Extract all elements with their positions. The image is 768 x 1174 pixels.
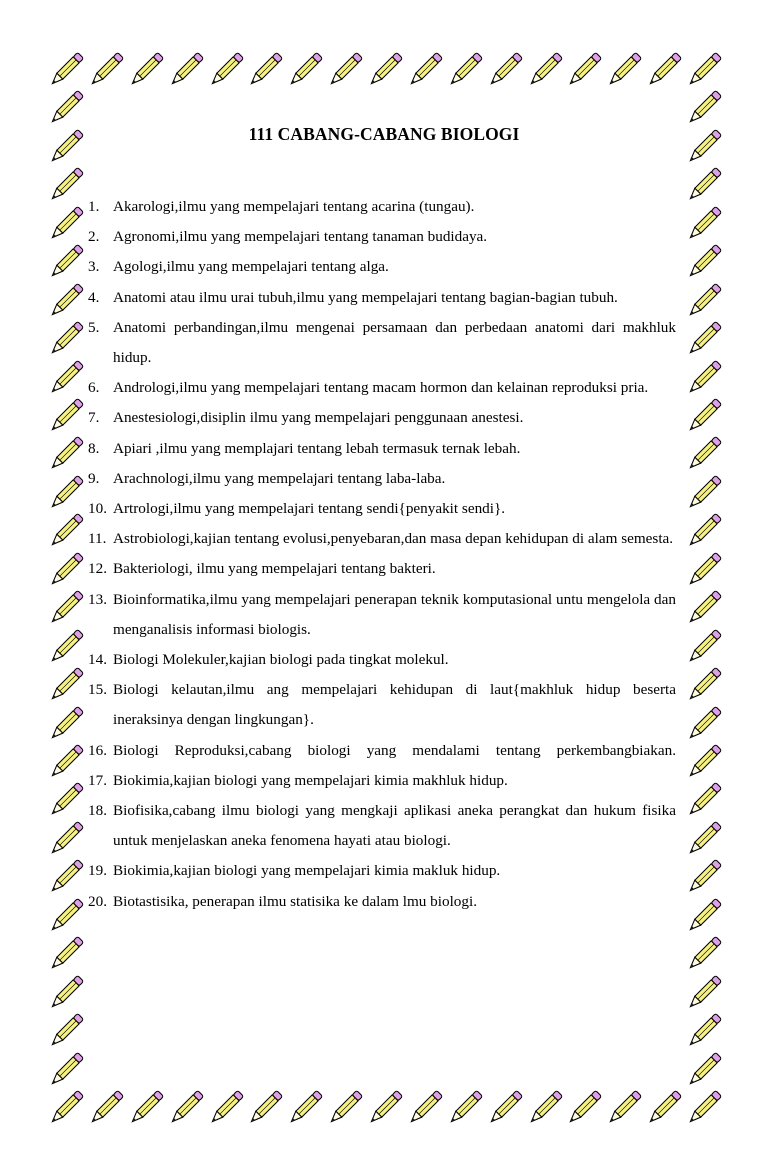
pencil-icon: [403, 1088, 445, 1130]
pencil-icon: [682, 1050, 724, 1092]
item-number: 1.: [88, 198, 100, 215]
pencil-icon: [44, 550, 86, 592]
page-title: 111 CABANG-CABANG BIOLOGI: [248, 124, 520, 144]
pencil-icon: [682, 396, 724, 438]
item-number: 5.: [88, 318, 100, 336]
pencil-icon: [44, 742, 86, 784]
pencil-icon: [283, 50, 325, 92]
list-item: [88, 464, 676, 494]
list-item: [88, 434, 676, 464]
item-number: 8.: [88, 439, 100, 457]
pencil-icon: [403, 50, 445, 92]
pencil-icon: [164, 1088, 206, 1130]
item-text: Bakteriologi, ilmu yang mempelajari tentang bakteri.: [113, 560, 436, 578]
item-text: Apiari ,ilmu yang memplajari tentang lebah termasuk ternak lebah.: [113, 439, 521, 457]
item-number: 7.: [88, 409, 100, 427]
pencil-icon: [443, 50, 485, 92]
pencil-icon: [682, 780, 724, 822]
item-number: 13.: [88, 590, 107, 608]
item-text: Artrologi,ilmu yang mempelajari tentang sendi{penyakit sendi}.: [113, 500, 506, 518]
list-item: [88, 403, 676, 433]
list-item: [88, 373, 676, 403]
biology-branch-list: [88, 192, 676, 917]
pencil-icon: [682, 588, 724, 630]
list-item: [88, 494, 676, 524]
pencil-icon: [44, 319, 86, 361]
pencil-icon: [602, 1088, 644, 1130]
pencil-icon: [682, 704, 724, 746]
pencil-icon: [363, 50, 405, 92]
item-number: 10.: [88, 500, 107, 518]
item-number: 6.: [88, 379, 100, 397]
pencil-icon: [84, 50, 126, 92]
pencil-icon: [44, 896, 86, 938]
item-text: Biofisika,cabang ilmu biologi yang mengkaji aplikasi aneka perangkat dan hukum fisika untuk menjelaskan aneka fenomena hayati atau biologi.: [113, 802, 676, 850]
pencil-icon: [84, 1088, 126, 1130]
item-number: 20.: [88, 892, 107, 910]
pencil-icon: [44, 627, 86, 669]
item-text: Biokimia,kajian biologi yang mempelajari kimia makluk hidup.: [113, 862, 501, 880]
list-item: [88, 554, 676, 584]
pencil-icon: [44, 473, 86, 515]
item-text: Agologi,ilmu yang mempelajari tentang alga.: [113, 258, 389, 276]
pencil-icon: [443, 1088, 485, 1130]
list-item: [88, 313, 676, 373]
item-text: Biokimia,kajian biologi yang mempelajari kimia makhluk hidup.: [113, 771, 508, 789]
pencil-icon: [682, 511, 724, 553]
item-text: Biologi Reproduksi,cabang biologi yang mendalami tentang perkembangbiakan.: [113, 741, 676, 759]
item-number: 11.: [88, 530, 107, 548]
pencil-icon: [682, 1011, 724, 1053]
pencil-icon: [204, 50, 246, 92]
pencil-icon: [44, 281, 86, 323]
pencil-icon: [44, 588, 86, 630]
pencil-icon: [44, 204, 86, 246]
list-item: [88, 585, 676, 645]
list-item: [88, 736, 676, 766]
pencil-icon: [642, 50, 684, 92]
pencil-icon: [562, 50, 604, 92]
pencil-icon: [44, 50, 86, 92]
item-text: Andrologi,ilmu yang mempelajari tentang macam hormon dan kelainan reproduksi pria.: [113, 379, 649, 397]
pencil-icon: [44, 1011, 86, 1053]
pencil-icon: [642, 1088, 684, 1130]
pencil-icon: [44, 665, 86, 707]
pencil-icon: [323, 50, 365, 92]
pencil-icon: [562, 1088, 604, 1130]
list-item: [88, 222, 676, 252]
item-text: Bioinformatika,ilmu yang mempelajari penerapan teknik komputasional untu mengelola dan menganalisis informasi biologis.: [113, 590, 676, 638]
pencil-icon: [283, 1088, 325, 1130]
item-number: 15.: [88, 681, 107, 699]
item-text: Anatomi perbandingan,ilmu mengenai persamaan dan perbedaan anatomi dari makhluk hidup.: [113, 318, 676, 367]
item-number: 18.: [88, 802, 107, 820]
list-item: [88, 524, 676, 554]
pencil-icon: [483, 50, 525, 92]
pencil-icon: [682, 204, 724, 246]
pencil-icon: [682, 242, 724, 284]
pencil-icon: [602, 50, 644, 92]
item-text: Agronomi,ilmu yang mempelajari tentang tanaman budidaya.: [113, 228, 488, 246]
pencil-icon: [44, 242, 86, 284]
pencil-icon: [682, 742, 724, 784]
pencil-icon: [44, 857, 86, 899]
list-item: [88, 887, 676, 917]
item-text: Biologi Molekuler,kajian biologi pada tingkat molekul.: [113, 651, 449, 669]
list-item: [88, 796, 676, 856]
item-number: 9.: [88, 469, 100, 487]
pencil-icon: [44, 780, 86, 822]
pencil-icon: [682, 857, 724, 899]
item-text: Arachnologi,ilmu yang mempelajari tentang laba-laba.: [113, 469, 446, 487]
list-item: [88, 252, 676, 282]
pencil-icon: [682, 434, 724, 476]
pencil-icon: [44, 1088, 86, 1130]
pencil-icon: [243, 1088, 285, 1130]
list-item: [88, 766, 676, 796]
pencil-icon: [124, 50, 166, 92]
item-number: 14.: [88, 651, 107, 669]
item-text: Biologi kelautan,ilmu ang mempelajari kehidupan di laut{makhluk hidup beserta ineraksinya dengan lingkungan}.: [113, 681, 676, 729]
pencil-icon: [44, 704, 86, 746]
item-text: Anatomi atau ilmu urai tubuh,ilmu yang mempelajari tentang bagian-bagian tubuh.: [113, 288, 618, 306]
pencil-icon: [323, 1088, 365, 1130]
item-text: Biotastisika, penerapan ilmu statisika ke dalam lmu biologi.: [113, 892, 478, 910]
pencil-icon: [363, 1088, 405, 1130]
pencil-icon: [682, 165, 724, 207]
list-item: [88, 192, 676, 222]
pencil-icon: [523, 1088, 565, 1130]
pencil-icon: [44, 973, 86, 1015]
item-number: 17.: [88, 771, 107, 789]
pencil-icon: [164, 50, 206, 92]
list-item: [88, 645, 676, 675]
list-item: [88, 856, 676, 886]
pencil-icon: [44, 819, 86, 861]
item-number: 3.: [88, 258, 100, 276]
list-item: [88, 283, 676, 313]
pencil-icon: [124, 1088, 166, 1130]
pencil-icon: [682, 50, 724, 92]
pencil-icon: [44, 358, 86, 400]
pencil-icon: [44, 1050, 86, 1092]
pencil-icon: [682, 1088, 724, 1130]
pencil-icon: [682, 665, 724, 707]
pencil-icon: [682, 358, 724, 400]
pencil-icon: [682, 281, 724, 323]
item-number: 16.: [88, 741, 107, 759]
pencil-icon: [44, 396, 86, 438]
pencil-icon: [682, 550, 724, 592]
pencil-icon: [44, 511, 86, 553]
pencil-icon: [204, 1088, 246, 1130]
item-text: Anestesiologi,disiplin ilmu yang mempelajari penggunaan anestesi.: [113, 409, 524, 427]
pencil-icon: [682, 319, 724, 361]
pencil-icon: [682, 819, 724, 861]
pencil-icon: [682, 973, 724, 1015]
pencil-icon: [44, 934, 86, 976]
item-text: Akarologi,ilmu yang mempelajari tentang acarina (tungau).: [113, 198, 475, 215]
list-item: [88, 675, 676, 735]
pencil-icon: [682, 934, 724, 976]
pencil-icon: [523, 50, 565, 92]
pencil-icon: [483, 1088, 525, 1130]
item-number: 19.: [88, 862, 107, 880]
item-number: 2.: [88, 228, 100, 246]
item-text: Astrobiologi,kajian tentang evolusi,penyebaran,dan masa depan kehidupan di alam semesta.: [113, 530, 674, 548]
pencil-icon: [243, 50, 285, 92]
pencil-icon: [682, 473, 724, 515]
pencil-icon: [682, 627, 724, 669]
pencil-icon: [44, 165, 86, 207]
item-number: 12.: [88, 560, 107, 578]
pencil-icon: [682, 896, 724, 938]
pencil-icon: [44, 434, 86, 476]
item-number: 4.: [88, 288, 100, 306]
